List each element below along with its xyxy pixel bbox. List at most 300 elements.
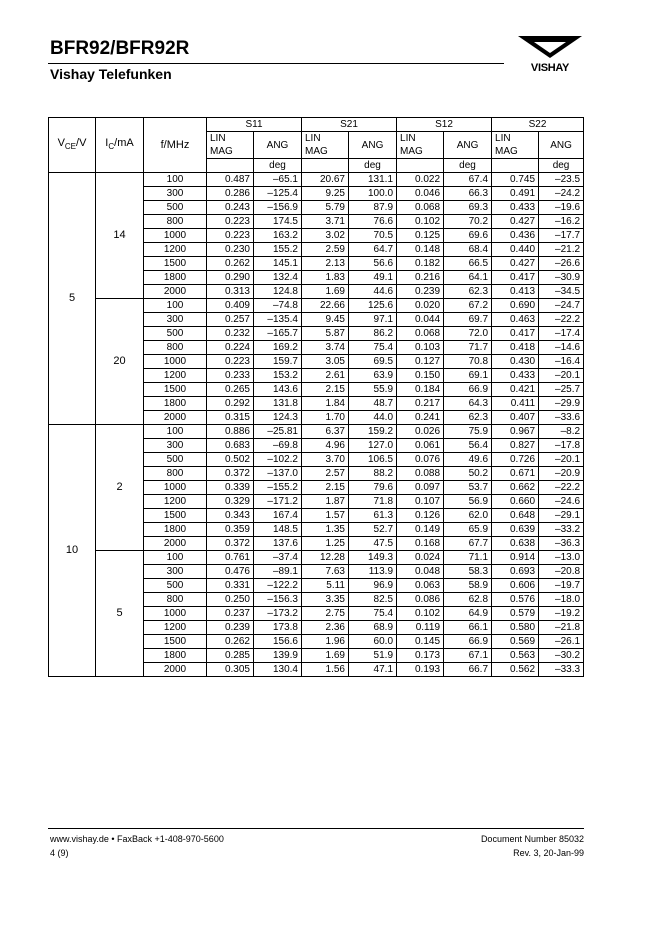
- frequency-cell: 800: [144, 215, 207, 229]
- frequency-cell: 1000: [144, 607, 207, 621]
- frequency-cell: 2000: [144, 285, 207, 299]
- data-cell: –122.2: [254, 579, 302, 593]
- data-cell: –17.8: [539, 439, 584, 453]
- vce-value: 5: [49, 173, 96, 425]
- data-cell: 0.433: [492, 201, 539, 215]
- data-cell: 155.2: [254, 243, 302, 257]
- frequency-cell: 1800: [144, 271, 207, 285]
- data-cell: –24.7: [539, 299, 584, 313]
- data-cell: 2.75: [302, 607, 349, 621]
- data-cell: –17.4: [539, 327, 584, 341]
- data-cell: 0.305: [207, 663, 254, 677]
- data-cell: 0.126: [397, 509, 444, 523]
- data-cell: 3.05: [302, 355, 349, 369]
- data-cell: 0.223: [207, 355, 254, 369]
- data-cell: 75.9: [444, 425, 492, 439]
- data-cell: 0.097: [397, 481, 444, 495]
- header-ang: ANG: [539, 132, 584, 159]
- data-cell: 0.232: [207, 327, 254, 341]
- data-cell: 88.2: [349, 467, 397, 481]
- data-cell: –29.1: [539, 509, 584, 523]
- frequency-cell: 300: [144, 565, 207, 579]
- data-cell: 0.063: [397, 579, 444, 593]
- data-cell: 4.96: [302, 439, 349, 453]
- data-cell: 149.3: [349, 551, 397, 565]
- data-cell: 47.1: [349, 663, 397, 677]
- data-cell: 137.6: [254, 537, 302, 551]
- data-cell: 0.230: [207, 243, 254, 257]
- data-cell: 3.35: [302, 593, 349, 607]
- data-cell: –37.4: [254, 551, 302, 565]
- data-cell: 0.761: [207, 551, 254, 565]
- data-cell: 1.84: [302, 397, 349, 411]
- data-cell: –156.3: [254, 593, 302, 607]
- frequency-cell: 1200: [144, 495, 207, 509]
- data-cell: 56.4: [444, 439, 492, 453]
- header-lin-mag: LIN MAG: [492, 132, 539, 159]
- data-cell: 0.430: [492, 355, 539, 369]
- frequency-cell: 100: [144, 173, 207, 187]
- data-cell: 62.3: [444, 285, 492, 299]
- data-cell: 0.239: [207, 621, 254, 635]
- data-cell: –25.7: [539, 383, 584, 397]
- data-cell: 0.046: [397, 187, 444, 201]
- data-cell: 51.9: [349, 649, 397, 663]
- data-cell: –23.5: [539, 173, 584, 187]
- data-cell: 50.2: [444, 467, 492, 481]
- data-cell: 56.9: [444, 495, 492, 509]
- frequency-cell: 100: [144, 551, 207, 565]
- data-cell: 131.8: [254, 397, 302, 411]
- data-cell: 0.184: [397, 383, 444, 397]
- page-subtitle: Vishay Telefunken: [50, 66, 172, 82]
- frequency-cell: 2000: [144, 537, 207, 551]
- data-cell: 153.2: [254, 369, 302, 383]
- data-cell: 47.5: [349, 537, 397, 551]
- data-cell: 0.417: [492, 271, 539, 285]
- data-cell: 127.0: [349, 439, 397, 453]
- data-cell: –33.3: [539, 663, 584, 677]
- data-cell: 0.048: [397, 565, 444, 579]
- data-cell: 9.45: [302, 313, 349, 327]
- frequency-cell: 1800: [144, 523, 207, 537]
- data-cell: –137.0: [254, 467, 302, 481]
- data-cell: 0.024: [397, 551, 444, 565]
- data-cell: 0.440: [492, 243, 539, 257]
- data-cell: –155.2: [254, 481, 302, 495]
- data-cell: 65.9: [444, 523, 492, 537]
- header-ang: ANG: [444, 132, 492, 159]
- data-cell: 58.3: [444, 565, 492, 579]
- data-cell: –16.4: [539, 355, 584, 369]
- frequency-cell: 2000: [144, 663, 207, 677]
- frequency-cell: 1200: [144, 621, 207, 635]
- data-cell: –19.7: [539, 579, 584, 593]
- header-deg: deg: [539, 159, 584, 173]
- data-cell: 44.0: [349, 411, 397, 425]
- data-cell: 0.148: [397, 243, 444, 257]
- data-cell: 64.3: [444, 397, 492, 411]
- frequency-cell: 1500: [144, 635, 207, 649]
- data-cell: –165.7: [254, 327, 302, 341]
- frequency-cell: 1800: [144, 397, 207, 411]
- data-cell: 69.5: [349, 355, 397, 369]
- data-cell: 0.168: [397, 537, 444, 551]
- frequency-cell: 2000: [144, 411, 207, 425]
- data-cell: –30.9: [539, 271, 584, 285]
- data-cell: –74.8: [254, 299, 302, 313]
- data-cell: 0.233: [207, 369, 254, 383]
- data-cell: 66.3: [444, 187, 492, 201]
- data-cell: 2.13: [302, 257, 349, 271]
- data-cell: 49.1: [349, 271, 397, 285]
- data-cell: 69.6: [444, 229, 492, 243]
- data-cell: 0.127: [397, 355, 444, 369]
- data-cell: 0.606: [492, 579, 539, 593]
- data-cell: 68.4: [444, 243, 492, 257]
- header-ic: $I_C/mA$: [96, 118, 144, 173]
- data-cell: 0.339: [207, 481, 254, 495]
- data-cell: 69.7: [444, 313, 492, 327]
- data-cell: 0.417: [492, 327, 539, 341]
- frequency-cell: 1200: [144, 243, 207, 257]
- data-cell: 75.4: [349, 607, 397, 621]
- data-cell: 72.0: [444, 327, 492, 341]
- data-cell: 75.4: [349, 341, 397, 355]
- data-cell: 2.59: [302, 243, 349, 257]
- footer-contact: www.vishay.de • FaxBack +1-408-970-5600: [50, 834, 224, 844]
- data-cell: 64.1: [444, 271, 492, 285]
- data-cell: 0.149: [397, 523, 444, 537]
- data-cell: 0.476: [207, 565, 254, 579]
- header-ang: ANG: [349, 132, 397, 159]
- header-lin-mag: LIN MAG: [207, 132, 254, 159]
- footer-revision: Rev. 3, 20-Jan-99: [513, 848, 584, 858]
- data-cell: –156.9: [254, 201, 302, 215]
- ic-value: 5: [96, 551, 144, 677]
- data-cell: 0.237: [207, 607, 254, 621]
- data-cell: –20.1: [539, 369, 584, 383]
- vce-value: 10: [49, 425, 96, 677]
- data-cell: 0.216: [397, 271, 444, 285]
- frequency-cell: 500: [144, 327, 207, 341]
- data-cell: 60.0: [349, 635, 397, 649]
- table-row: [49, 173, 584, 187]
- data-cell: 49.6: [444, 453, 492, 467]
- data-cell: –13.0: [539, 551, 584, 565]
- data-cell: 62.8: [444, 593, 492, 607]
- header-s12: S12: [397, 118, 492, 132]
- data-cell: 0.331: [207, 579, 254, 593]
- header-blank: [302, 159, 349, 173]
- data-cell: 71.1: [444, 551, 492, 565]
- frequency-cell: 1200: [144, 369, 207, 383]
- ic-value: 20: [96, 299, 144, 425]
- data-cell: –29.9: [539, 397, 584, 411]
- frequency-cell: 800: [144, 341, 207, 355]
- data-cell: 64.7: [349, 243, 397, 257]
- data-cell: 64.9: [444, 607, 492, 621]
- data-cell: 0.239: [397, 285, 444, 299]
- data-cell: 0.569: [492, 635, 539, 649]
- header-frequency: f/MHz: [144, 118, 207, 173]
- frequency-cell: 500: [144, 453, 207, 467]
- frequency-cell: 100: [144, 299, 207, 313]
- data-cell: 0.125: [397, 229, 444, 243]
- data-cell: –16.2: [539, 215, 584, 229]
- data-cell: 58.9: [444, 579, 492, 593]
- data-cell: 167.4: [254, 509, 302, 523]
- data-cell: 0.421: [492, 383, 539, 397]
- data-cell: 48.7: [349, 397, 397, 411]
- data-cell: 145.1: [254, 257, 302, 271]
- data-cell: 0.286: [207, 187, 254, 201]
- data-cell: 1.70: [302, 411, 349, 425]
- data-cell: –65.1: [254, 173, 302, 187]
- data-cell: 0.579: [492, 607, 539, 621]
- data-cell: 0.223: [207, 229, 254, 243]
- header-ang: ANG: [254, 132, 302, 159]
- data-cell: 76.6: [349, 215, 397, 229]
- data-cell: 0.292: [207, 397, 254, 411]
- frequency-cell: 1000: [144, 355, 207, 369]
- header-deg: deg: [349, 159, 397, 173]
- data-cell: 0.243: [207, 201, 254, 215]
- data-cell: 2.15: [302, 481, 349, 495]
- data-cell: 7.63: [302, 565, 349, 579]
- data-cell: 67.7: [444, 537, 492, 551]
- data-cell: –18.0: [539, 593, 584, 607]
- data-cell: 124.8: [254, 285, 302, 299]
- data-cell: –36.3: [539, 537, 584, 551]
- data-cell: 0.683: [207, 439, 254, 453]
- data-cell: –89.1: [254, 565, 302, 579]
- data-cell: 1.56: [302, 663, 349, 677]
- data-cell: 0.487: [207, 173, 254, 187]
- data-cell: 0.418: [492, 341, 539, 355]
- data-cell: 67.1: [444, 649, 492, 663]
- data-cell: 0.491: [492, 187, 539, 201]
- header-s11: S11: [207, 118, 302, 132]
- data-cell: –25.81: [254, 425, 302, 439]
- frequency-cell: 800: [144, 467, 207, 481]
- data-cell: 0.914: [492, 551, 539, 565]
- data-cell: 0.026: [397, 425, 444, 439]
- data-cell: –19.2: [539, 607, 584, 621]
- data-cell: 66.9: [444, 383, 492, 397]
- data-cell: 0.250: [207, 593, 254, 607]
- data-cell: –22.2: [539, 313, 584, 327]
- data-cell: 0.359: [207, 523, 254, 537]
- data-cell: 52.7: [349, 523, 397, 537]
- data-cell: 0.068: [397, 327, 444, 341]
- data-cell: 96.9: [349, 579, 397, 593]
- data-cell: 143.6: [254, 383, 302, 397]
- data-cell: 86.2: [349, 327, 397, 341]
- frequency-cell: 1800: [144, 649, 207, 663]
- data-cell: 0.119: [397, 621, 444, 635]
- frequency-cell: 500: [144, 579, 207, 593]
- data-cell: 0.173: [397, 649, 444, 663]
- data-cell: 132.4: [254, 271, 302, 285]
- data-cell: 0.693: [492, 565, 539, 579]
- data-cell: 0.022: [397, 173, 444, 187]
- data-cell: 0.562: [492, 663, 539, 677]
- data-cell: 0.329: [207, 495, 254, 509]
- data-cell: 5.79: [302, 201, 349, 215]
- data-cell: 2.61: [302, 369, 349, 383]
- data-cell: 0.061: [397, 439, 444, 453]
- header-deg: deg: [444, 159, 492, 173]
- header-s21: S21: [302, 118, 397, 132]
- data-cell: –20.8: [539, 565, 584, 579]
- data-cell: 2.57: [302, 467, 349, 481]
- data-cell: 82.5: [349, 593, 397, 607]
- data-cell: 0.068: [397, 201, 444, 215]
- data-cell: 0.088: [397, 467, 444, 481]
- data-cell: –20.1: [539, 453, 584, 467]
- data-cell: 0.313: [207, 285, 254, 299]
- frequency-cell: 1500: [144, 383, 207, 397]
- data-cell: –135.4: [254, 313, 302, 327]
- data-cell: 70.5: [349, 229, 397, 243]
- data-cell: –173.2: [254, 607, 302, 621]
- data-cell: 0.411: [492, 397, 539, 411]
- data-cell: 1.96: [302, 635, 349, 649]
- data-cell: 0.671: [492, 467, 539, 481]
- data-cell: 5.11: [302, 579, 349, 593]
- data-cell: 0.409: [207, 299, 254, 313]
- data-cell: 0.265: [207, 383, 254, 397]
- data-cell: 66.1: [444, 621, 492, 635]
- ic-value: 14: [96, 173, 144, 299]
- data-cell: 70.8: [444, 355, 492, 369]
- data-cell: 1.87: [302, 495, 349, 509]
- data-cell: 0.433: [492, 369, 539, 383]
- frequency-cell: 800: [144, 593, 207, 607]
- data-cell: 66.5: [444, 257, 492, 271]
- header-s22: S22: [492, 118, 584, 132]
- data-cell: 56.6: [349, 257, 397, 271]
- data-cell: –69.8: [254, 439, 302, 453]
- data-cell: 1.57: [302, 509, 349, 523]
- data-cell: 1.69: [302, 285, 349, 299]
- data-cell: –8.2: [539, 425, 584, 439]
- data-cell: 0.044: [397, 313, 444, 327]
- data-cell: 0.224: [207, 341, 254, 355]
- data-cell: –171.2: [254, 495, 302, 509]
- data-cell: 169.2: [254, 341, 302, 355]
- data-cell: 20.67: [302, 173, 349, 187]
- data-cell: 44.6: [349, 285, 397, 299]
- data-cell: 0.150: [397, 369, 444, 383]
- data-cell: 6.37: [302, 425, 349, 439]
- footer-rule: [48, 828, 584, 829]
- data-cell: 0.413: [492, 285, 539, 299]
- data-cell: –26.6: [539, 257, 584, 271]
- data-cell: 0.182: [397, 257, 444, 271]
- data-cell: –33.2: [539, 523, 584, 537]
- data-cell: 130.4: [254, 663, 302, 677]
- data-cell: 0.262: [207, 257, 254, 271]
- footer-document-number: Document Number 85032: [480, 834, 584, 844]
- data-cell: 3.70: [302, 453, 349, 467]
- data-cell: 0.257: [207, 313, 254, 327]
- data-cell: 3.74: [302, 341, 349, 355]
- data-cell: 87.9: [349, 201, 397, 215]
- data-cell: 0.315: [207, 411, 254, 425]
- data-cell: 62.3: [444, 411, 492, 425]
- data-cell: –102.2: [254, 453, 302, 467]
- data-cell: 0.145: [397, 635, 444, 649]
- data-cell: 0.638: [492, 537, 539, 551]
- header-blank: [207, 159, 254, 173]
- title-rule: [48, 63, 504, 64]
- data-cell: 124.3: [254, 411, 302, 425]
- data-cell: 69.1: [444, 369, 492, 383]
- data-cell: 0.648: [492, 509, 539, 523]
- data-cell: 0.107: [397, 495, 444, 509]
- data-cell: 106.5: [349, 453, 397, 467]
- page-title: BFR92/BFR92R: [50, 38, 190, 59]
- frequency-cell: 1000: [144, 229, 207, 243]
- header-blank: [492, 159, 539, 173]
- data-cell: 174.5: [254, 215, 302, 229]
- data-cell: 0.463: [492, 313, 539, 327]
- data-cell: 0.086: [397, 593, 444, 607]
- data-cell: 68.9: [349, 621, 397, 635]
- logo-text: VISHAY: [530, 62, 570, 74]
- data-cell: 79.6: [349, 481, 397, 495]
- data-cell: 0.745: [492, 173, 539, 187]
- data-cell: 69.3: [444, 201, 492, 215]
- data-cell: 55.9: [349, 383, 397, 397]
- data-cell: 148.5: [254, 523, 302, 537]
- data-cell: 0.576: [492, 593, 539, 607]
- data-cell: 0.372: [207, 467, 254, 481]
- frequency-cell: 1500: [144, 257, 207, 271]
- frequency-cell: 300: [144, 187, 207, 201]
- data-cell: 159.2: [349, 425, 397, 439]
- data-cell: 0.502: [207, 453, 254, 467]
- header-vce: $V_{CE}/V$: [49, 118, 96, 173]
- frequency-cell: 300: [144, 439, 207, 453]
- data-cell: 12.28: [302, 551, 349, 565]
- data-cell: –125.4: [254, 187, 302, 201]
- data-cell: 0.102: [397, 215, 444, 229]
- data-cell: 3.02: [302, 229, 349, 243]
- data-cell: 0.193: [397, 663, 444, 677]
- data-cell: –17.7: [539, 229, 584, 243]
- data-cell: 0.020: [397, 299, 444, 313]
- data-cell: 0.827: [492, 439, 539, 453]
- data-cell: 66.7: [444, 663, 492, 677]
- s-parameter-table: [48, 117, 584, 677]
- frequency-cell: 1000: [144, 481, 207, 495]
- data-cell: –19.6: [539, 201, 584, 215]
- data-cell: 0.343: [207, 509, 254, 523]
- data-cell: –26.1: [539, 635, 584, 649]
- data-cell: –14.6: [539, 341, 584, 355]
- data-cell: 5.87: [302, 327, 349, 341]
- data-cell: –21.2: [539, 243, 584, 257]
- data-cell: 131.1: [349, 173, 397, 187]
- data-cell: 9.25: [302, 187, 349, 201]
- frequency-cell: 300: [144, 313, 207, 327]
- data-cell: 0.076: [397, 453, 444, 467]
- data-cell: 0.285: [207, 649, 254, 663]
- table-row: [49, 299, 584, 313]
